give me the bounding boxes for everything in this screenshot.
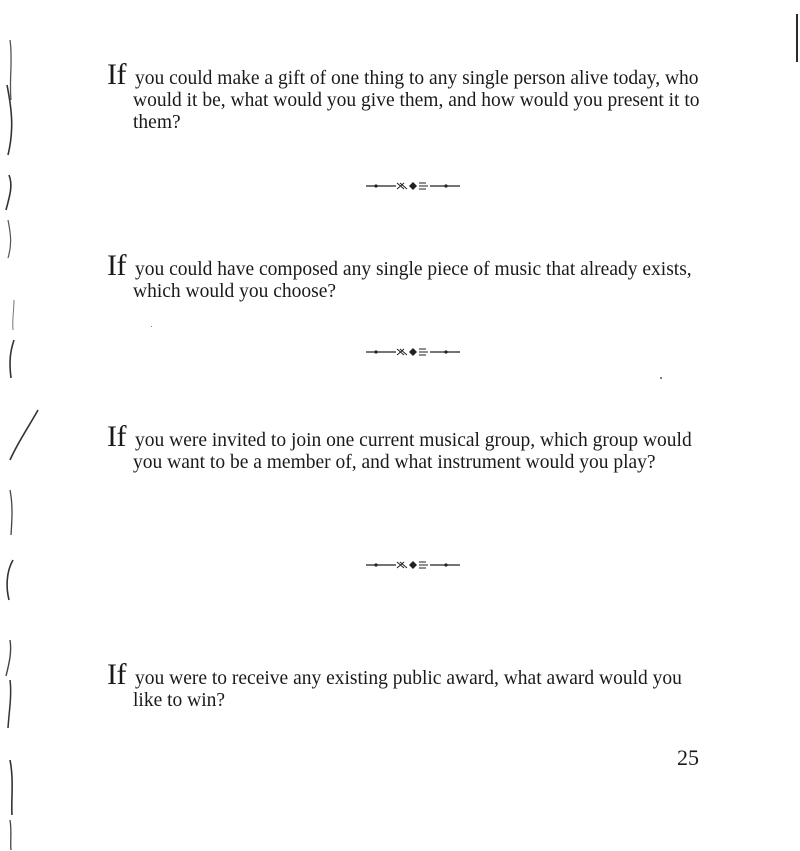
scan-speck bbox=[151, 326, 152, 327]
question-gift bbox=[107, 58, 707, 134]
question-text: you were invited to join one current musical group, which group would you want to be a member of, and what instrument would you play? bbox=[133, 430, 692, 473]
question-public-award bbox=[107, 658, 707, 712]
scroll-divider-ornament-icon bbox=[366, 181, 460, 191]
scroll-divider-ornament-icon bbox=[366, 560, 460, 570]
scroll-divider-ornament-icon bbox=[366, 347, 460, 357]
question-musical-group bbox=[107, 420, 707, 474]
question-lead-word: If bbox=[107, 58, 133, 91]
page-number: 25 bbox=[677, 745, 699, 770]
question-text: you could have composed any single piece of music that already exists, which would you choose? bbox=[133, 259, 692, 302]
question-text: you could make a gift of one thing to any single person alive today, who would it be, what would you give them, and how would you present it to them? bbox=[133, 68, 700, 133]
question-lead-word: If bbox=[107, 249, 133, 282]
page-edge-mark bbox=[796, 14, 798, 62]
question-music-composition bbox=[107, 249, 707, 303]
question-text: you were to receive any existing public award, what award would you like to win? bbox=[133, 668, 682, 711]
page-binding-edge bbox=[0, 0, 60, 851]
scan-speck bbox=[660, 377, 662, 379]
question-lead-word: If bbox=[107, 658, 133, 691]
question-lead-word: If bbox=[107, 420, 133, 453]
